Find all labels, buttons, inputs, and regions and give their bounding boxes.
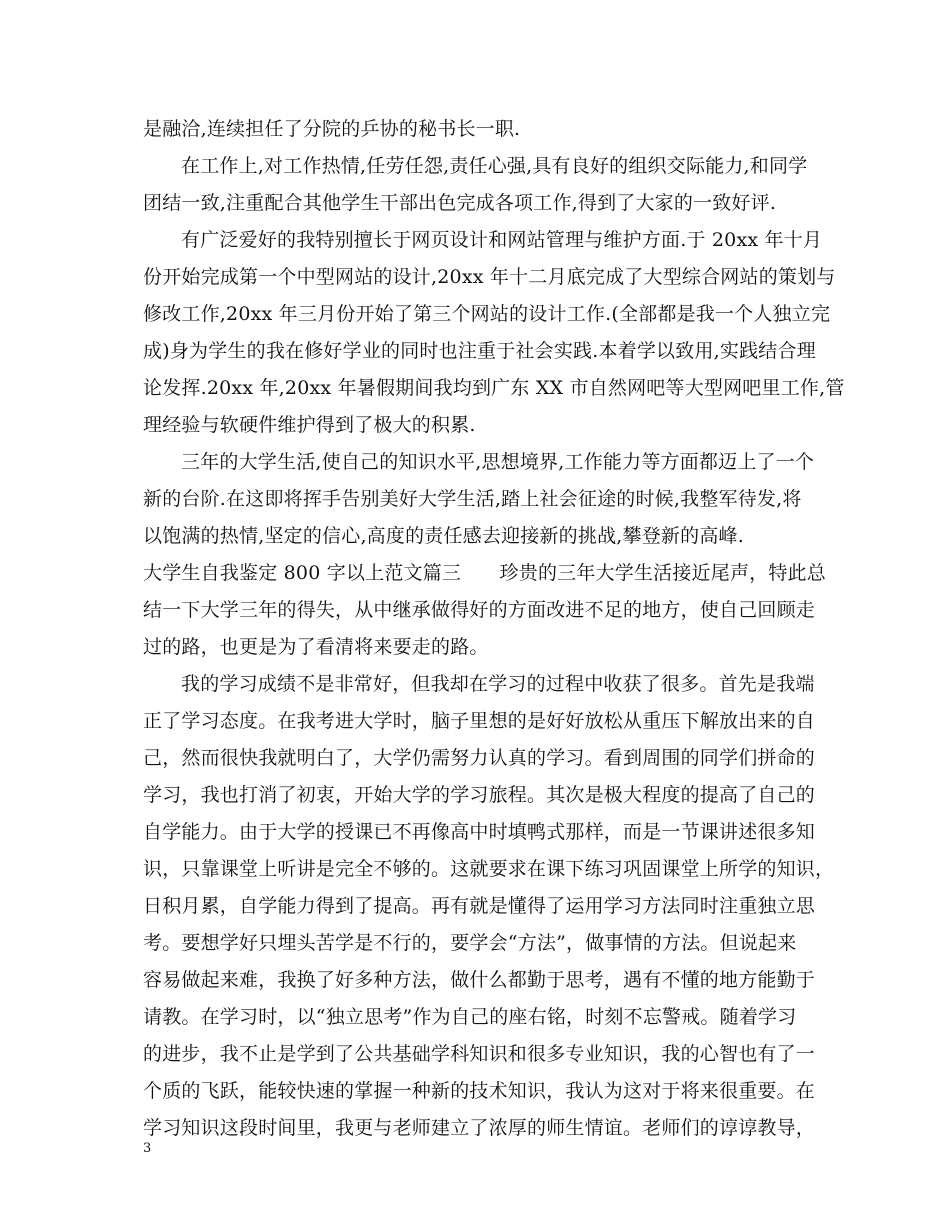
text-line: 的进步，我不止是学到了公共基础学科知识和很多专业知识，我的心智也有了一 [143, 1043, 816, 1065]
text-line: 三年的大学生活,使自己的知识水平,思想境界,工作能力等方面都迈上了一个 [181, 451, 815, 473]
text-line: 是融洽,连续担任了分院的乒协的秘书长一职. [143, 118, 521, 140]
text-line: 论发挥.20xx 年,20xx 年暑假期间我均到广东 XX 市自然网吧等大型网吧里工作,管 [143, 377, 845, 399]
text-line: 我的学习成绩不是非常好，但我却在学习的过程中收获了很多。首先是我端 [181, 673, 815, 695]
text-line: 结一下大学三年的得失，从中继承做得好的方面改进不足的地方，使自己回顾走 [143, 599, 816, 621]
text-line: 过的路，也更是为了看清将来要走的路。 [143, 636, 489, 658]
text-line: 有广泛爱好的我特别擅长于网页设计和网站管理与维护方面.于 20xx 年十月 [181, 229, 823, 251]
text-line: 份开始完成第一个中型网站的设计,20xx 年十二月底完成了大型综合网站的策划与 [143, 266, 836, 288]
text-line: 学习，我也打消了初衷，开始大学的学习旅程。其次是极大程度的提高了自己的 [143, 784, 816, 806]
text-line: 容易做起来难，我换了好多种方法，做什么都勤于思考，遇有不懂的地方能勤于 [143, 969, 816, 991]
section-heading-line: 大学生自我鉴定 800 字以上范文篇三 珍贵的三年大学生活接近尾声，特此总 [143, 562, 826, 584]
text-line: 考。要想学好只埋头苦学是不行的，要学会“方法”，做事情的方法。但说起来 [143, 932, 797, 954]
text-line: 新的台阶.在这即将挥手告别美好大学生活,踏上社会征途的时候,我整军待发,将 [143, 488, 802, 510]
text-line: 团结一致,注重配合其他学生干部出色完成各项工作,得到了大家的一致好评. [143, 192, 777, 214]
text-line: 请教。在学习时，以“独立思考”作为自己的座右铭，时刻不忘警戒。随着学习 [143, 1006, 797, 1028]
page-number: 3 [143, 1141, 152, 1156]
text-line: 理经验与软硬件维护得到了极大的积累. [143, 414, 476, 436]
text-line: 己，然而很快我就明白了，大学仍需努力认真的学习。看到周围的同学们拼命的 [143, 747, 816, 769]
text-line: 正了学习态度。在我考进大学时，脑子里想的是好好放松从重压下解放出来的自 [143, 710, 816, 732]
text-line: 以饱满的热情,坚定的信心,高度的责任感去迎接新的挑战,攀登新的高峰. [143, 525, 744, 547]
text-line: 日积月累，自学能力得到了提高。再有就是懂得了运用学习方法同时注重独立思 [143, 895, 816, 917]
text-line: 个质的飞跃，能较快速的掌握一种新的技术知识，我认为这对于将来很重要。在 [143, 1080, 816, 1102]
text-line: 自学能力。由于大学的授课已不再像高中时填鸭式那样，而是一节课讲述很多知 [143, 821, 816, 843]
text-line: 学习知识这段时间里，我更与老师建立了浓厚的师生情谊。老师们的谆谆教导， [143, 1117, 816, 1139]
text-line: 修改工作,20xx 年三月份开始了第三个网站的设计工作.(全部都是我一个人独立完 [143, 303, 831, 325]
text-line: 成)身为学生的我在修好学业的同时也注重于社会实践.本着学以致用,实践结合理 [143, 340, 816, 362]
text-line: 识，只靠课堂上听讲是完全不够的。这就要求在课下练习巩固课堂上所学的知识， [143, 858, 835, 880]
text-line: 在工作上,对工作热情,任劳任怨,责任心强,具有良好的组织交际能力,和同学 [181, 155, 808, 177]
